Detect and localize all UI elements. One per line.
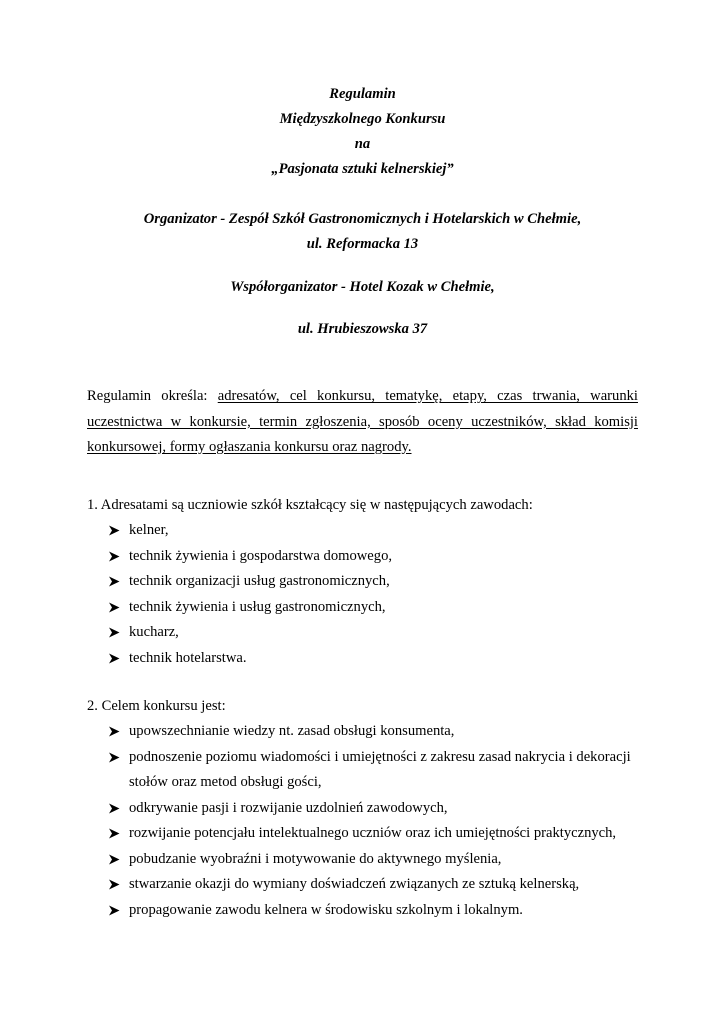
list-item-text: podnoszenie poziomu wiadomości i umiejętności z zakresu zasad nakrycia i dekoracji stołów oraz metod obsługi gości, [129,748,631,790]
intro-underlined-1: adresatów, cel konkursu, tematykę, etapy, czas trwania, warunki [217,388,638,404]
list-item [108,872,643,898]
title-line-1: Regulamin [329,86,396,102]
list-item [108,646,643,672]
title-line-3: na [354,136,371,152]
document-title [0,82,725,182]
section-2-list [108,719,643,923]
arrowhead-bullet-icon [108,796,122,821]
intro-lead: Regulamin określa: [87,388,218,404]
coorganizer-block [0,275,725,300]
list-item-text: rozwijanie potencjału intelektualnego uczniów oraz ich umiejętności praktycznych, [129,825,617,841]
arrowhead-bullet-icon [108,847,122,872]
list-item [108,821,643,847]
list-item [108,898,643,924]
arrowhead-bullet-icon [108,595,122,620]
arrowhead-bullet-icon [108,620,122,645]
list-item-text: propagowanie zawodu kelnera w środowisku szkolnym i lokalnym. [129,901,523,918]
list-item [108,595,643,621]
coorganizer-address-block [0,317,725,342]
title-line-4: „Pasjonata sztuki kelnerskiej” [271,161,454,177]
list-item-text: stwarzanie okazji do wymiany doświadczeń związanych ze sztuką kelnerską, [129,876,580,892]
arrowhead-bullet-icon [108,719,122,744]
arrowhead-bullet-icon [108,745,122,770]
section-1-heading: 1. Adresatami są uczniowie szkół kształcący się w następujących zawodach: [87,497,533,513]
list-item-text: technik żywienia i gospodarstwa domowego, [129,547,393,564]
organizer-address: ul. Reformacka 13 [306,236,419,252]
arrowhead-bullet-icon [108,872,122,897]
intro-underlined-2: uczestnictwa w konkursie, termin zgłoszenia, sposób oceny uczestników, skład komisji [87,413,638,430]
arrowhead-bullet-icon [108,569,122,594]
list-item-text: kelner, [129,522,169,538]
intro-line-2 [87,410,638,436]
list-item [108,745,643,796]
arrowhead-bullet-icon [108,646,122,671]
intro-underlined-3: konkursowej, formy ogłaszania konkursu oraz nagrody. [87,439,412,455]
list-item [108,620,643,646]
arrowhead-bullet-icon [108,821,122,846]
list-item [108,544,643,570]
organizer-block [0,207,725,257]
intro-line-1 [87,384,638,410]
list-item-text: kucharz, [129,624,179,640]
list-item [108,518,643,544]
title-line-2: Międzyszkolnego Konkursu [279,111,446,127]
list-item-text: pobudzanie wyobraźni i motywowanie do aktywnego myślenia, [129,850,502,867]
intro-paragraph [87,384,638,461]
organizer-line-1: Organizator - Zespół Szkół Gastronomicznych i Hotelarskich w Chełmie, [143,211,582,227]
list-item-text: odkrywanie pasji i rozwijanie uzdolnień zawodowych, [129,799,448,816]
section-1-list [108,518,643,671]
list-item-text: technik żywienia i usług gastronomicznych, [129,598,386,615]
list-item-text: technik hotelarstwa. [129,649,247,666]
section-2-heading: 2. Celem konkursu jest: [87,698,226,714]
arrowhead-bullet-icon [108,544,122,569]
coorganizer-line-1: Współorganizator - Hotel Kozak w Chełmie, [230,279,495,295]
arrowhead-bullet-icon [108,518,122,543]
list-item [108,796,643,822]
list-item [108,719,643,745]
list-item-text: technik organizacji usług gastronomicznych, [129,573,390,589]
list-item [108,569,643,595]
arrowhead-bullet-icon [108,898,122,923]
list-item-text: upowszechnianie wiedzy nt. zasad obsługi konsumenta, [129,723,455,739]
coorganizer-address: ul. Hrubieszowska 37 [297,321,428,337]
intro-line-3 [87,435,638,461]
list-item [108,847,643,873]
